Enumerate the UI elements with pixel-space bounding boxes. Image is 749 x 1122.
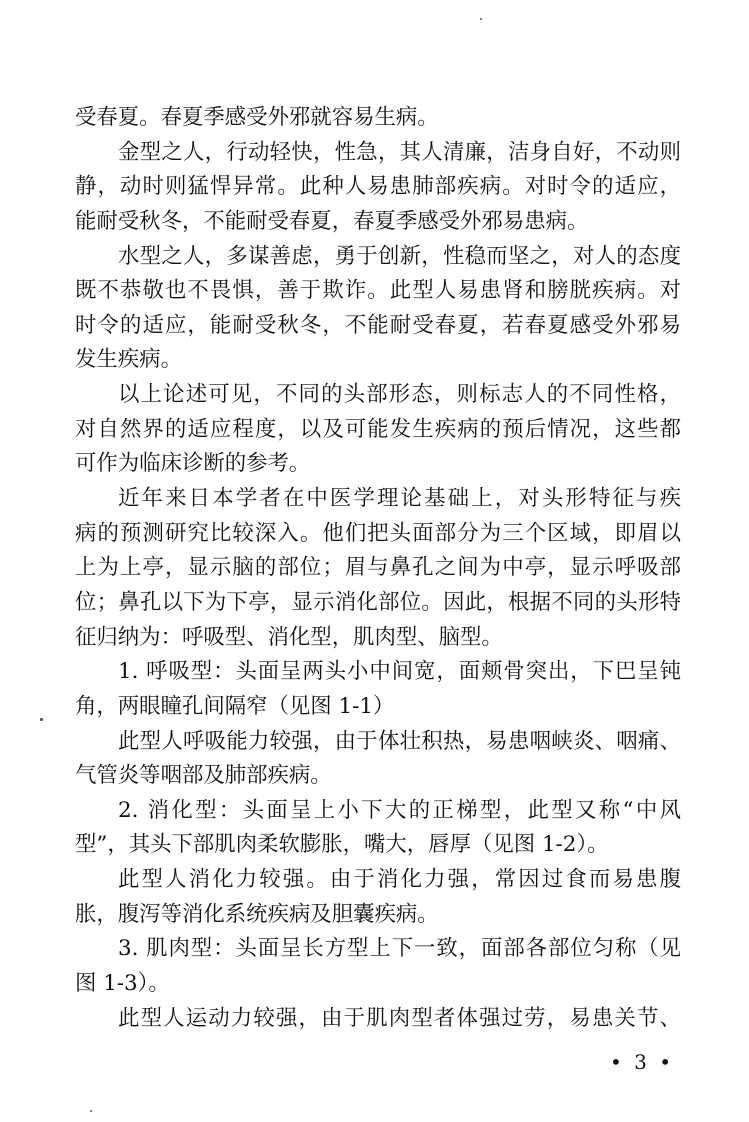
text-line: 受春夏。春夏季感受外邪就容易生病。: [75, 105, 439, 130]
text-line: 以上论述可见，不同的头部形态，则标志人的不同性格，: [118, 382, 681, 408]
text-line: 发生疾病。: [75, 347, 182, 373]
page-number: • 3 •: [610, 1050, 675, 1074]
text-line: 能耐受秋冬，不能耐受春夏，春夏季感受外邪易患病。: [75, 208, 589, 234]
text-line: 征归纳为：呼吸型、消化型，肌肉型、脑型。: [75, 624, 503, 650]
text-line: 水型之人，多谋善虑，勇于创新，性稳而坚之，对人的态度: [118, 243, 681, 269]
text-line: 2. 消化型：头面呈上小下大的正梯型，此型又称“中风: [118, 797, 681, 823]
text-line: 可作为临床诊断的参考。: [75, 451, 311, 477]
scan-speck: [480, 18, 482, 20]
text-line: 对自然界的适应程度，以及可能发生疾病的预后情况，这些都: [75, 416, 681, 442]
text-line: 图 1-3）。: [75, 971, 170, 997]
text-line: 时令的适应，能耐受秋冬，不能耐受春夏，若春夏感受外邪易: [75, 312, 681, 338]
text-line: 金型之人，行动轻快，性急，其人清廉，洁身自好，不动则: [118, 139, 681, 165]
text-line: 1. 呼吸型：头面呈两头小中间宽，面颊骨突出，下巴呈钝: [118, 659, 681, 685]
scan-speck: [90, 1110, 92, 1112]
text-line: 静，动时则猛悍异常。此种人易患肺部疾病。对时令的适应，: [75, 174, 681, 200]
body-text: [75, 101, 681, 1036]
text-line: 胀，腹泻等消化系统疾病及胆囊疾病。: [75, 901, 439, 927]
text-line: 气管炎等咽部及肺部疾病。: [75, 763, 332, 789]
text-line: 上为上亭，显示脑的部位；眉与鼻孔之间为中亭，显示呼吸部: [75, 555, 681, 581]
text-line: 3. 肌肉型：头面呈长方型上下一致，面部各部位匀称（见: [118, 936, 681, 962]
text-line: 近年来日本学者在中医学理论基础上，对头形特征与疾: [118, 486, 681, 512]
scan-speck: [40, 718, 43, 721]
text-line: 既不恭敬也不畏惧，善于欺诈。此型人易患肾和膀胱疾病。对: [75, 278, 681, 304]
text-line: 此型人呼吸能力较强，由于体壮积热，易患咽峡炎、咽痛、: [118, 728, 681, 754]
text-line: 此型人消化力较强。由于消化力强，常因过食而易患腹: [118, 867, 681, 893]
text-line: 病的预测研究比较深入。他们把头面部分为三个区域，即眉以: [75, 520, 681, 546]
text-line: 角，两眼瞳孔间隔窄（见图 1-1）: [75, 693, 395, 719]
text-line: 此型人运动力较强，由于肌肉型者体强过劳，易患关节、: [118, 1005, 681, 1031]
text-line: 型”，其头下部肌肉柔软膨胀，嘴大，唇厚（见图 1-2）。: [75, 832, 609, 858]
text-line: 位；鼻孔以下为下亭，显示消化部位。因此，根据不同的头形特: [75, 589, 681, 615]
